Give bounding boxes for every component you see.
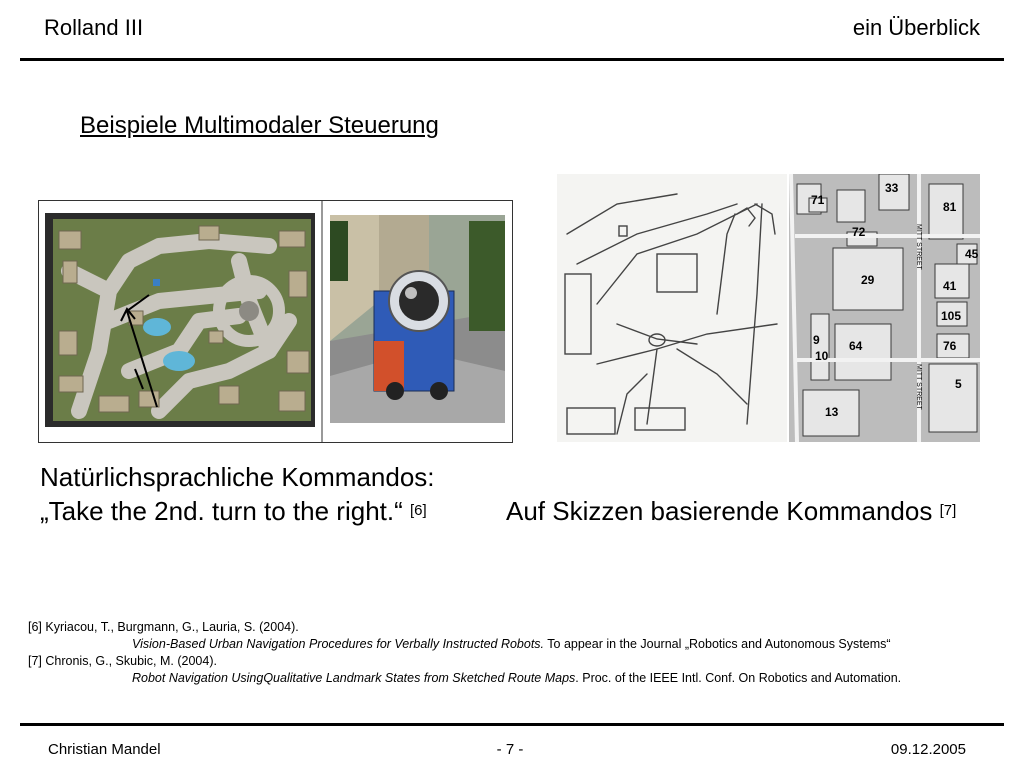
- header-divider: [20, 58, 1004, 61]
- reference-6-rest: To appear in the Journal „Robotics and Autonomous Systems“: [544, 637, 891, 651]
- slide-heading: Beispiele Multimodaler Steuerung: [80, 112, 439, 139]
- map-label: 72: [852, 225, 866, 239]
- reference-6-head: [6] Kyriacou, T., Burgmann, G., Lauria, S. (2004).: [28, 620, 299, 634]
- references: [28, 619, 901, 687]
- map-label: 45: [965, 247, 979, 261]
- map-street-label: MITT STREET: [915, 364, 922, 410]
- natural-language-caption: [40, 460, 435, 528]
- footer-author: Christian Mandel: [48, 741, 161, 758]
- model-city-photo: [38, 200, 513, 443]
- reference-7-title: Robot Navigation UsingQualitative Landmark States from Sketched Route Maps: [132, 671, 576, 685]
- footer-date: 09.12.2005: [890, 741, 966, 758]
- footer-divider: [20, 723, 1004, 726]
- map-label: 41: [943, 279, 957, 293]
- natural-language-caption-line1: Natürlichsprachliche Kommandos:: [40, 462, 435, 492]
- footer-page-number: - 7 -: [496, 741, 524, 758]
- natural-language-caption-line2: [40, 494, 435, 528]
- header-subtitle: ein Überblick: [852, 15, 980, 40]
- map-label: 29: [861, 273, 875, 287]
- reference-7-head: [7] Chronis, G., Skubic, M. (2004).: [28, 654, 217, 668]
- header-title: Rolland III: [44, 15, 144, 40]
- map-label: 81: [943, 200, 957, 214]
- reference-7-body: [28, 670, 901, 687]
- citation-6: [6]: [410, 502, 427, 519]
- reference-6-title: Vision-Based Urban Navigation Procedures for Verbally Instructed Robots.: [132, 637, 545, 651]
- map-label: 10: [815, 349, 829, 363]
- map-street-label: MITT STREET: [915, 224, 922, 270]
- sketch-route-map-image: [557, 174, 980, 442]
- map-label: 76: [943, 339, 957, 353]
- natural-language-command: „Take the 2nd. turn to the right.“: [40, 496, 403, 526]
- map-label: 105: [941, 309, 962, 323]
- map-label: 71: [811, 193, 825, 207]
- map-label: 33: [885, 181, 899, 195]
- citation-7: [7]: [939, 502, 957, 519]
- map-label: 13: [825, 405, 839, 419]
- reference-7-rest: . Proc. of the IEEE Intl. Conf. On Robotics and Automation.: [575, 671, 902, 685]
- sketch-caption: [506, 494, 956, 528]
- sketch-caption-text: Auf Skizzen basierende Kommandos: [506, 496, 933, 526]
- map-label: 64: [849, 339, 863, 353]
- reference-6-body: [28, 636, 901, 653]
- map-label: 5: [955, 377, 962, 391]
- map-label: 9: [813, 333, 820, 347]
